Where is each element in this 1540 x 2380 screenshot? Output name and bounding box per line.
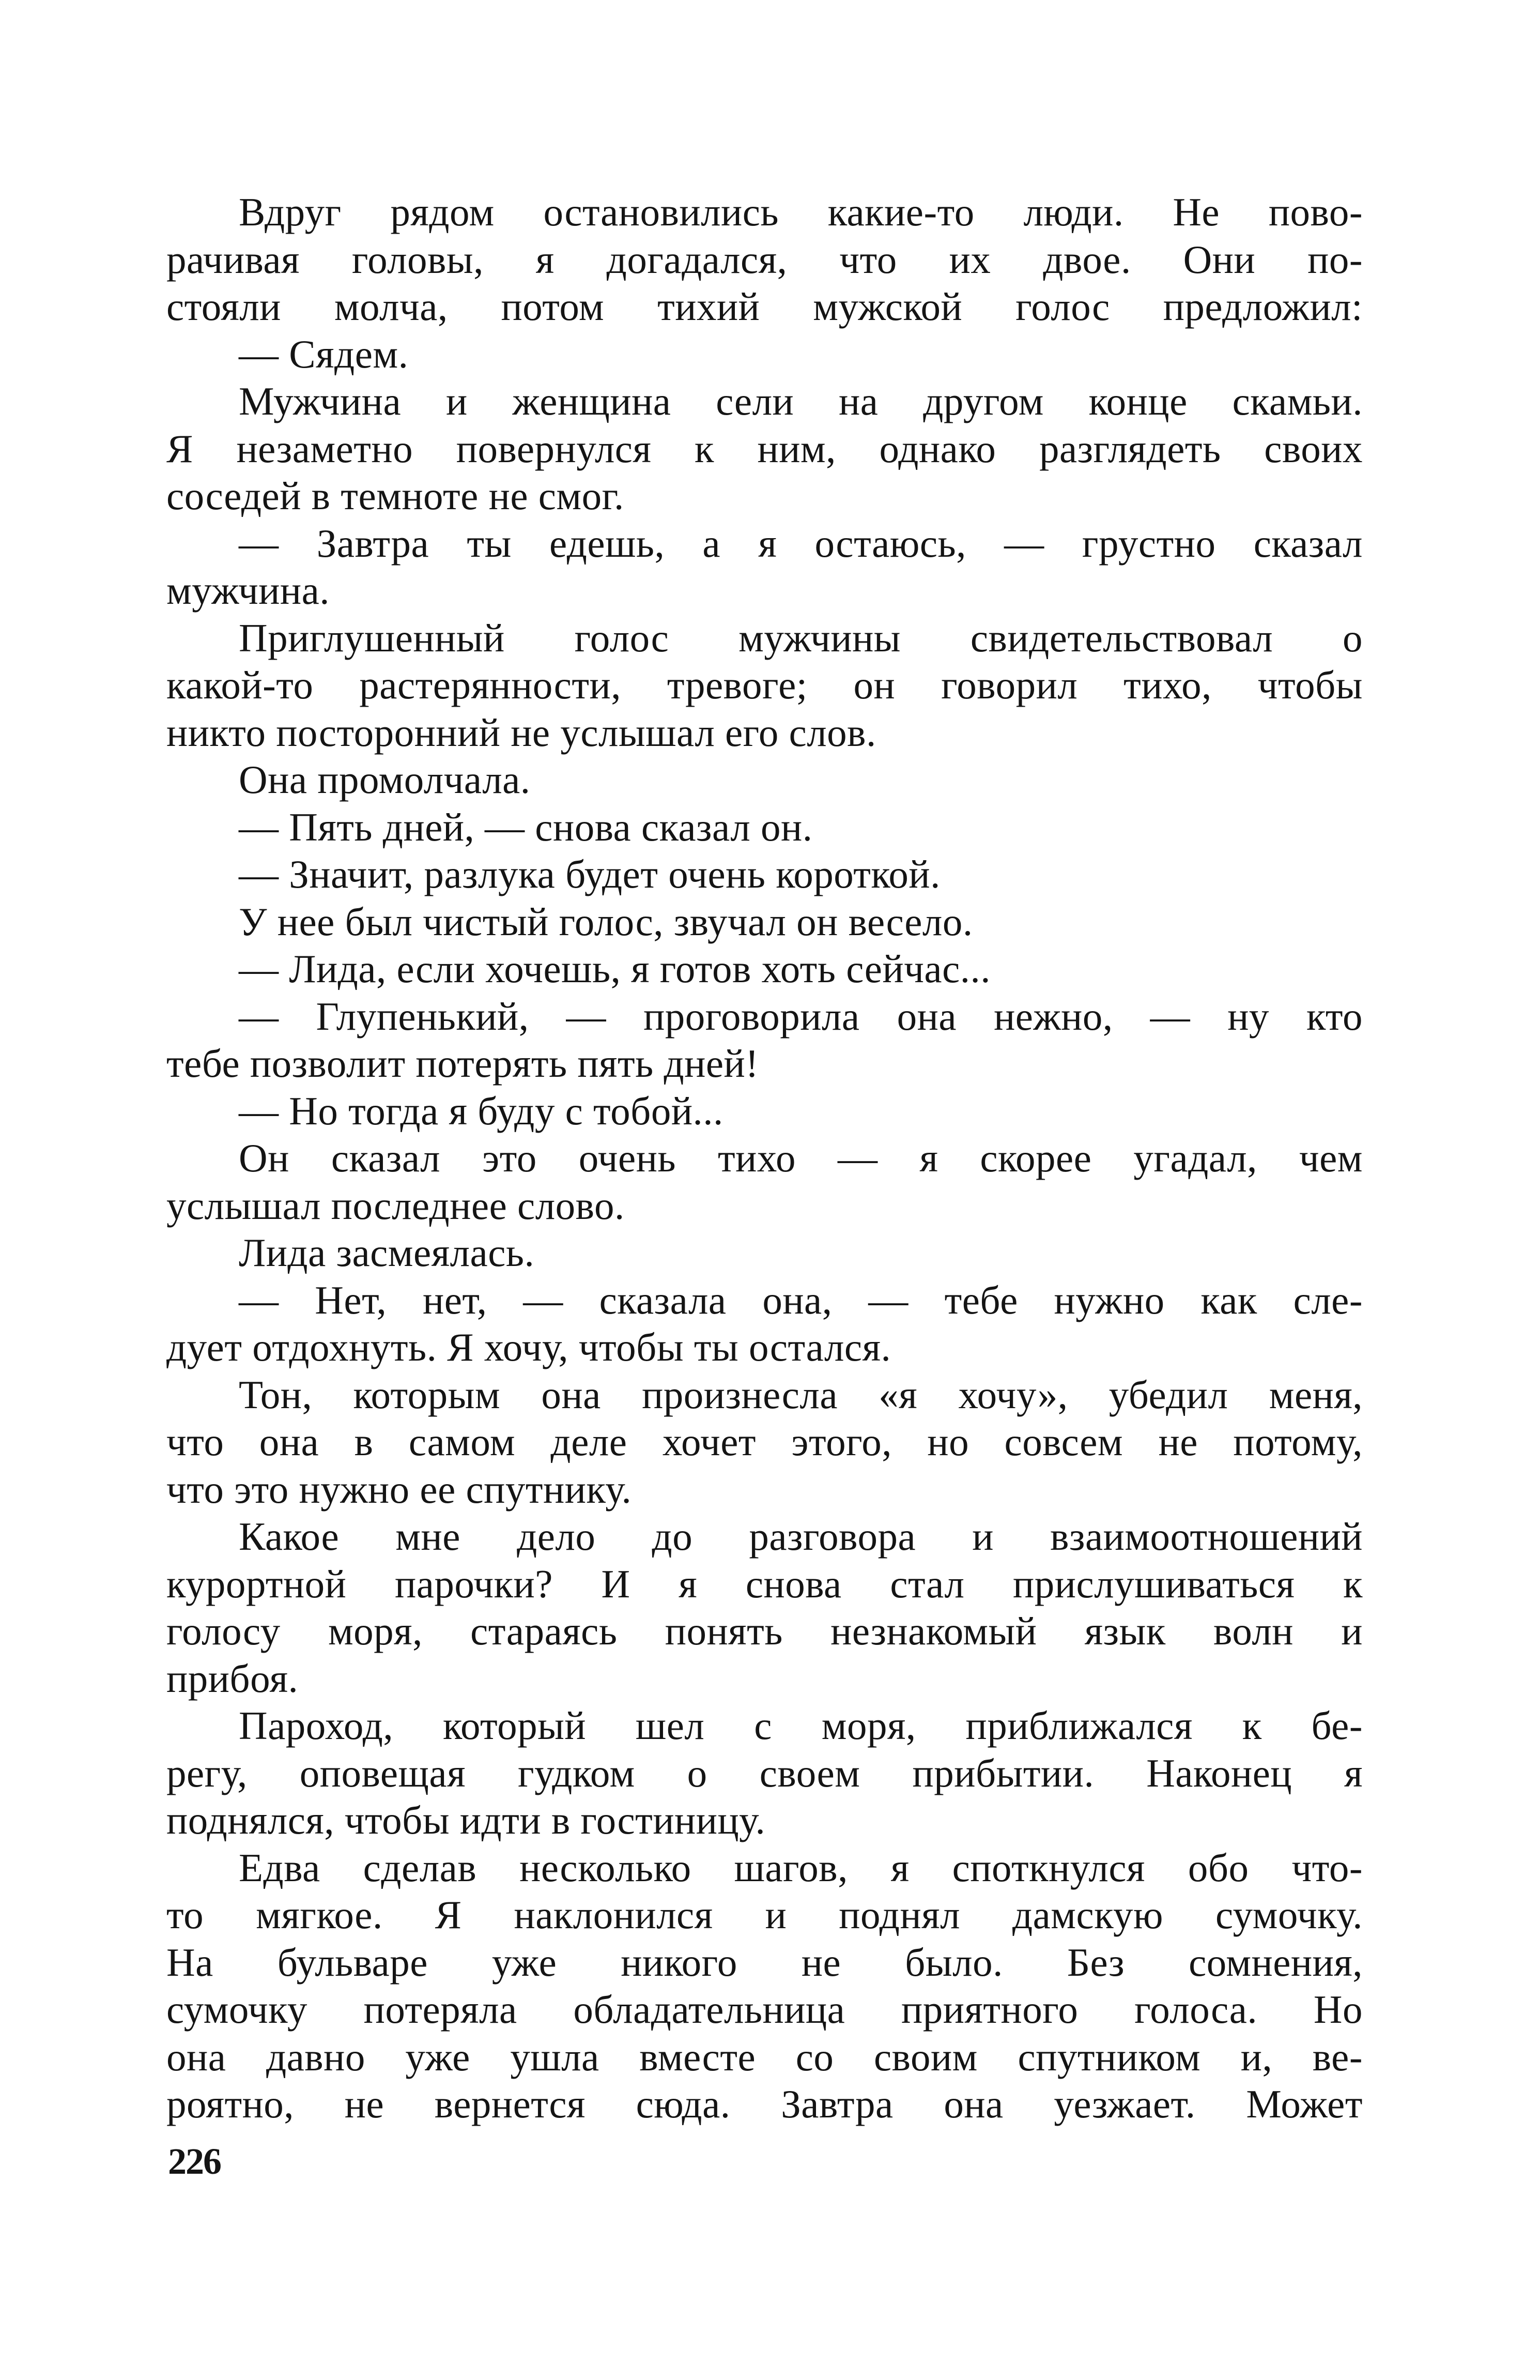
text-line: что она в самом деле хочет этого, но совсем не потому, [166, 1420, 1363, 1464]
text-line: Она промолчала. [239, 757, 531, 802]
text-line: На бульваре уже никого не было. Без сомнения, [166, 1940, 1363, 1985]
text-line: Он сказал это очень тихо — я скорее угадал, чем [239, 1136, 1363, 1180]
text-line: услышал последнее слово. [166, 1183, 625, 1228]
text-line: У нее был чистый голос, звучал он весело. [239, 899, 973, 944]
text-line: Лида засмеялась. [239, 1230, 535, 1275]
text-line: поднялся, чтобы идти в гостиницу. [166, 1798, 766, 1842]
text-line: курортной парочки? И я снова стал прислушиваться к [166, 1561, 1363, 1606]
text-line: Вдруг рядом остановились какие-то люди. Не пово- [239, 190, 1363, 234]
text-line: сумочку потеряла обладательница приятного голоса. Но [166, 1987, 1363, 2032]
text-line: Едва сделав несколько шагов, я споткнулся обо что- [239, 1845, 1363, 1890]
text-line: — Глупенький, — проговорила она нежно, — ну кто [239, 994, 1363, 1039]
text-line: Приглушенный голос мужчины свидетельствовал о [239, 615, 1363, 660]
text-line: — Сядем. [239, 331, 409, 376]
text-line: что это нужно ее спутнику. [166, 1467, 632, 1512]
text-line: рачивая головы, я догадался, что их двое. Они по- [166, 237, 1363, 282]
text-line: — Нет, нет, — сказала она, — тебе нужно как сле- [239, 1277, 1363, 1322]
text-line: — Пять дней, — снова сказал он. [239, 804, 813, 849]
text-line: голосу моря, стараясь понять незнакомый язык волн и [166, 1609, 1363, 1653]
text-line: Мужчина и женщина сели на другом конце скамьи. [239, 379, 1363, 423]
text-line: дует отдохнуть. Я хочу, чтобы ты остался. [166, 1325, 891, 1369]
text-line: какой-то растерянности, тревоге; он говорил тихо, чтобы [166, 663, 1363, 707]
text-line: то мягкое. Я наклонился и поднял дамскую сумочку. [166, 1893, 1363, 1937]
text-line: — Лида, если хочешь, я готов хоть сейчас... [239, 947, 991, 991]
text-line: соседей в темноте не смог. [166, 474, 624, 518]
text-line: Тон, которым она произнесла «я хочу», убедил меня, [239, 1372, 1363, 1417]
text-line: никто посторонний не услышал его слов. [166, 710, 876, 755]
text-line: Пароход, который шел с моря, приближался к бе- [239, 1703, 1363, 1748]
text-line: тебе позволит потерять пять дней! [166, 1041, 759, 1086]
text-line: Я незаметно повернулся к ним, однако разглядеть своих [166, 426, 1363, 471]
text-line: — Завтра ты едешь, а я остаюсь, — грустно сказал [239, 521, 1363, 566]
text-line: — Но тогда я буду с тобой... [239, 1088, 723, 1133]
text-line: регу, оповещая гудком о своем прибытии. Наконец я [166, 1750, 1363, 1795]
page-number: 226 [168, 2141, 221, 2182]
text-line: она давно уже ушла вместе со своим спутником и, ве- [166, 2034, 1363, 2079]
text-line: — Значит, разлука будет очень короткой. [239, 852, 941, 896]
text-line: Какое мне дело до разговора и взаимоотношений [239, 1514, 1363, 1559]
text-line: стояли молча, потом тихий мужской голос предложил: [166, 284, 1363, 329]
text-line: роятно, не вернется сюда. Завтра она уезжает. Может [166, 2082, 1363, 2126]
page-body-text [166, 189, 1363, 2128]
text-line: мужчина. [166, 568, 330, 613]
text-line: прибоя. [166, 1656, 299, 1701]
